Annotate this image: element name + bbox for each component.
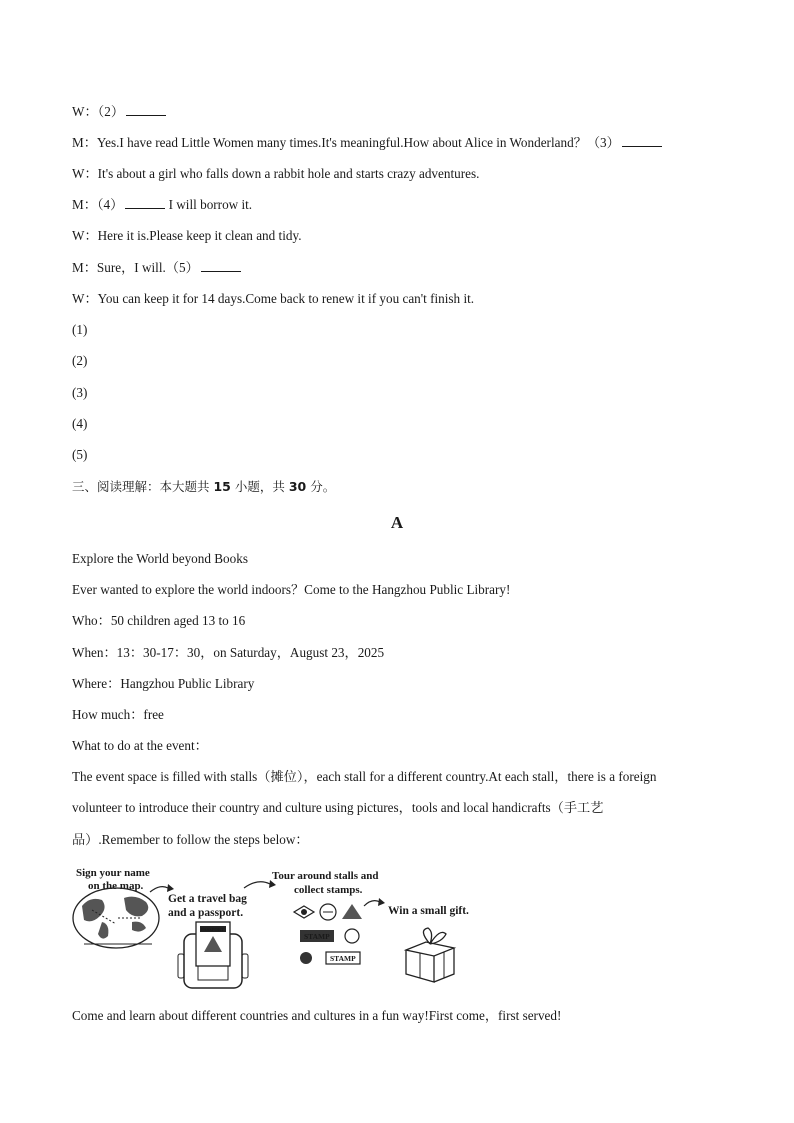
answer-number: (4) bbox=[72, 416, 88, 431]
arrow-head-icon bbox=[167, 884, 174, 892]
speaker: W： bbox=[72, 228, 98, 243]
dialogue-line bbox=[72, 290, 474, 308]
step1-label-2: on the map. bbox=[88, 880, 144, 892]
dialogue-line bbox=[72, 103, 166, 121]
answer-number: (1) bbox=[72, 322, 88, 337]
answer-blank[interactable] bbox=[622, 134, 662, 147]
step3-label-1: Tour around stalls and bbox=[272, 870, 379, 882]
section-heading: 三、阅读理解：本大题共 15 小题，共 30 分。 bbox=[72, 479, 336, 494]
passage-paragraph: 品）.Remember to follow the steps below： bbox=[72, 832, 309, 847]
world-map-icon bbox=[73, 888, 159, 948]
answer-number: (3) bbox=[72, 385, 88, 400]
passage-who: Who：50 children aged 13 to 16 bbox=[72, 613, 246, 628]
passage-title: Explore the World beyond Books bbox=[72, 551, 248, 566]
answer-blank[interactable] bbox=[125, 196, 165, 209]
passage-paragraph: volunteer to introduce their country and culture using pictures，tools and local handicrafts（手工艺 bbox=[72, 800, 604, 815]
step2-label-1: Get a travel bag bbox=[168, 893, 247, 905]
dialogue-text: It's about a girl who falls down a rabbit hole and starts crazy adventures. bbox=[97, 166, 480, 181]
answer-blank[interactable] bbox=[126, 103, 166, 116]
dialogue-text: Yes.I have read Little Women many times.It's meaningful.How about Alice in Wonderland？（3） bbox=[96, 135, 620, 150]
speaker: W： bbox=[72, 104, 98, 119]
stamp-word: STAMP bbox=[304, 932, 330, 941]
passage-paragraph: The event space is filled with stalls（摊位），each stall for a different country.At each stall，there is a foreign bbox=[72, 769, 657, 784]
stamp-word: STAMP bbox=[330, 954, 356, 963]
passage-when: When：13：30-17：30，on Saturday，August 23，2025 bbox=[72, 645, 385, 660]
dialogue-text: （2） bbox=[97, 104, 125, 119]
gift-box-icon bbox=[406, 928, 454, 982]
passport-word: PASSPORT bbox=[201, 927, 225, 932]
stamps-icon bbox=[294, 904, 362, 964]
dialogue-text: You can keep it for 14 days.Come back to renew it if you can't finish it. bbox=[97, 291, 475, 306]
dialogue-text: （4） bbox=[96, 197, 124, 212]
answer-number: (2) bbox=[72, 353, 88, 368]
speaker: W： bbox=[72, 291, 98, 306]
dialogue-line bbox=[72, 196, 252, 214]
passage-label: A bbox=[390, 513, 404, 532]
step2-label-2: and a passport. bbox=[168, 907, 244, 919]
speaker: W： bbox=[72, 166, 98, 181]
passage-closing: Come and learn about different countries and cultures in a fun way!First come，first served! bbox=[72, 1008, 562, 1023]
dialogue-text-after: I will borrow it. bbox=[165, 197, 253, 212]
arrow-icon bbox=[244, 882, 270, 888]
speaker: M： bbox=[72, 135, 97, 150]
arrow-icon bbox=[364, 901, 380, 906]
passage-how-much: How much：free bbox=[72, 707, 164, 722]
steps-illustration bbox=[72, 862, 492, 994]
step1-label-1: Sign your name bbox=[76, 867, 150, 879]
dialogue-line bbox=[72, 227, 302, 245]
dialogue-line bbox=[72, 165, 479, 183]
passport-icon bbox=[196, 922, 230, 966]
answer-blank[interactable] bbox=[201, 259, 241, 272]
dialogue-line bbox=[72, 134, 662, 152]
step4-label: Win a small gift. bbox=[388, 905, 469, 917]
speaker: M： bbox=[72, 197, 97, 212]
speaker: M： bbox=[72, 260, 97, 275]
dialogue-text: Here it is.Please keep it clean and tidy. bbox=[97, 228, 302, 243]
dialogue-text: Sure，I will.（5） bbox=[96, 260, 199, 275]
passage-what: What to do at the event： bbox=[72, 738, 208, 753]
passage-intro: Ever wanted to explore the world indoors？Come to the Hangzhou Public Library! bbox=[72, 582, 511, 597]
step3-label-2: collect stamps. bbox=[294, 884, 363, 896]
dialogue-line bbox=[72, 259, 241, 277]
answer-number: (5) bbox=[72, 447, 88, 462]
arrow-icon bbox=[150, 887, 168, 892]
passage-where: Where：Hangzhou Public Library bbox=[72, 676, 255, 691]
arrow-head-icon bbox=[378, 898, 385, 906]
